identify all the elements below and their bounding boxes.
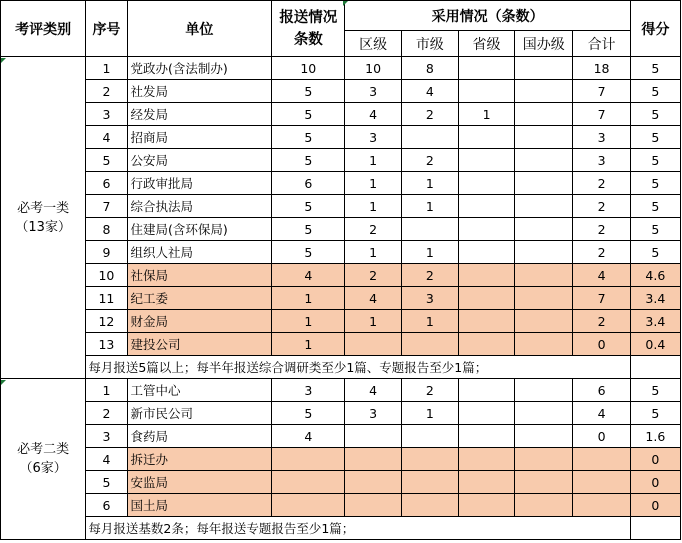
province-cell [458,310,514,333]
seq-cell: 10 [86,264,127,287]
score-cell: 0 [630,494,680,517]
unit-cell: 行政审批局 [127,172,272,195]
table-row [1,264,681,287]
empty-score-cell [630,517,680,540]
table-row [1,149,681,172]
district-cell [345,471,401,494]
state-cell [515,402,573,425]
province-cell [458,195,514,218]
state-cell [515,264,573,287]
province-cell [458,494,514,517]
seq-cell: 4 [86,126,127,149]
state-cell [515,471,573,494]
score-cell: 5 [630,57,680,80]
seq-cell: 3 [86,425,127,448]
district-cell: 1 [345,172,401,195]
province-cell [458,57,514,80]
province-cell [458,471,514,494]
score-cell: 5 [630,172,680,195]
reported-cell: 1 [272,310,345,333]
unit-cell: 党政办(含法制办) [127,57,272,80]
total-cell: 0 [573,333,630,356]
city-cell: 1 [401,402,458,425]
seq-cell: 1 [86,379,127,402]
table-row [1,57,681,80]
seq-cell: 6 [86,494,127,517]
seq-cell: 12 [86,310,127,333]
reported-cell: 4 [272,264,345,287]
header-adopted: 采用情况（条数） [345,1,630,31]
state-cell [515,80,573,103]
reported-cell: 3 [272,379,345,402]
city-cell: 2 [401,103,458,126]
city-cell: 8 [401,57,458,80]
total-cell: 7 [573,80,630,103]
seq-cell: 7 [86,195,127,218]
province-cell [458,241,514,264]
reported-cell: 6 [272,172,345,195]
city-cell: 3 [401,287,458,310]
city-cell: 2 [401,149,458,172]
reported-cell: 1 [272,287,345,310]
seq-cell: 11 [86,287,127,310]
city-cell: 1 [401,241,458,264]
empty-score-cell [630,356,680,379]
unit-cell: 组织人社局 [127,241,272,264]
header-reported: 报送情况条数 [272,1,345,57]
city-cell: 1 [401,310,458,333]
category-cell [1,379,86,540]
unit-cell: 安监局 [127,471,272,494]
total-cell: 7 [573,287,630,310]
cell-marker-icon [1,380,6,385]
province-cell [458,172,514,195]
province-cell [458,333,514,356]
total-cell: 6 [573,379,630,402]
district-cell: 2 [345,218,401,241]
table-row [1,287,681,310]
total-cell: 2 [573,172,630,195]
district-cell: 3 [345,80,401,103]
table-row [1,195,681,218]
reported-cell: 5 [272,80,345,103]
district-cell: 3 [345,126,401,149]
district-cell: 4 [345,103,401,126]
table-row [1,218,681,241]
requirement-note: 每月报送5篇以上；每半年报送综合调研类至少1篇、专题报告至少1篇； [86,356,630,379]
total-cell: 4 [573,264,630,287]
reported-cell [272,448,345,471]
district-cell: 1 [345,149,401,172]
province-cell [458,287,514,310]
reported-cell: 1 [272,333,345,356]
reported-cell: 4 [272,425,345,448]
category-cell [1,57,86,379]
district-cell [345,494,401,517]
score-cell: 3.4 [630,287,680,310]
seq-cell: 2 [86,402,127,425]
score-cell: 0.4 [630,333,680,356]
province-cell [458,379,514,402]
total-cell: 7 [573,103,630,126]
unit-cell: 拆迁办 [127,448,272,471]
score-cell: 5 [630,195,680,218]
state-cell [515,448,573,471]
requirement-note: 每月报送基数2条；每年报送专题报告至少1篇； [86,517,630,540]
district-cell: 4 [345,379,401,402]
total-cell: 0 [573,425,630,448]
header-total: 合计 [573,31,630,57]
score-cell: 5 [630,126,680,149]
province-cell [458,218,514,241]
header-unit: 单位 [127,1,272,57]
cell-marker-icon [343,1,348,6]
header-category: 考评类别 [1,1,86,57]
unit-cell: 社发局 [127,80,272,103]
city-cell: 2 [401,379,458,402]
city-cell [401,126,458,149]
province-cell: 1 [458,103,514,126]
total-cell: 2 [573,241,630,264]
seq-cell: 2 [86,80,127,103]
score-cell: 5 [630,103,680,126]
category-count: （6家） [19,461,67,476]
district-cell [345,333,401,356]
district-cell: 4 [345,287,401,310]
header-district: 区级 [345,31,401,57]
note-row [1,356,681,379]
state-cell [515,172,573,195]
total-cell: 2 [573,218,630,241]
table-row [1,379,681,402]
district-cell: 3 [345,402,401,425]
unit-cell: 综合执法局 [127,195,272,218]
table-row [1,448,681,471]
seq-cell: 9 [86,241,127,264]
city-cell [401,471,458,494]
district-cell [345,425,401,448]
table-row [1,172,681,195]
total-cell: 2 [573,310,630,333]
header-province: 省级 [458,31,514,57]
reported-cell: 5 [272,149,345,172]
state-cell [515,379,573,402]
total-cell: 18 [573,57,630,80]
city-cell: 1 [401,195,458,218]
reported-cell: 5 [272,402,345,425]
table-row [1,241,681,264]
unit-cell: 财金局 [127,310,272,333]
seq-cell: 13 [86,333,127,356]
seq-cell: 5 [86,471,127,494]
reported-cell: 5 [272,195,345,218]
state-cell [515,195,573,218]
seq-cell: 5 [86,149,127,172]
unit-cell: 纪工委 [127,287,272,310]
reported-cell: 5 [272,103,345,126]
province-cell [458,126,514,149]
province-cell [458,264,514,287]
district-cell: 1 [345,195,401,218]
seq-cell: 8 [86,218,127,241]
header-row [1,1,681,31]
total-cell [573,448,630,471]
table-row [1,310,681,333]
state-cell [515,149,573,172]
category-count: （13家） [15,219,71,235]
score-cell: 0 [630,471,680,494]
district-cell: 1 [345,241,401,264]
state-cell [515,425,573,448]
score-cell: 5 [630,241,680,264]
city-cell: 4 [401,80,458,103]
category-name: 必考一类 [17,200,70,216]
score-cell: 5 [630,80,680,103]
state-cell [515,494,573,517]
unit-cell: 工管中心 [127,379,272,402]
seq-cell: 1 [86,57,127,80]
unit-cell: 公安局 [127,149,272,172]
unit-cell: 社保局 [127,264,272,287]
table-row [1,494,681,517]
district-cell: 10 [345,57,401,80]
table-row [1,471,681,494]
unit-cell: 招商局 [127,126,272,149]
province-cell [458,80,514,103]
table-row [1,425,681,448]
unit-cell: 住建局(含环保局) [127,218,272,241]
district-cell: 1 [345,310,401,333]
table-row [1,402,681,425]
score-cell: 0 [630,448,680,471]
header-city: 市级 [401,31,458,57]
table-body [1,57,681,540]
province-cell [458,425,514,448]
city-cell [401,333,458,356]
state-cell [515,218,573,241]
score-cell: 3.4 [630,310,680,333]
table-row [1,103,681,126]
state-cell [515,241,573,264]
score-cell: 4.6 [630,264,680,287]
total-cell [573,471,630,494]
state-cell [515,287,573,310]
total-cell: 3 [573,126,630,149]
cell-marker-icon [1,58,6,63]
reported-cell [272,494,345,517]
state-cell [515,103,573,126]
unit-cell: 新市民公司 [127,402,272,425]
city-cell [401,494,458,517]
city-cell: 2 [401,264,458,287]
total-cell: 2 [573,195,630,218]
seq-cell: 4 [86,448,127,471]
reported-cell: 5 [272,218,345,241]
district-cell: 2 [345,264,401,287]
score-cell: 5 [630,379,680,402]
reported-cell: 10 [272,57,345,80]
state-cell [515,57,573,80]
province-cell [458,149,514,172]
score-cell: 1.6 [630,425,680,448]
city-cell [401,448,458,471]
reported-cell: 5 [272,126,345,149]
city-cell [401,218,458,241]
seq-cell: 6 [86,172,127,195]
state-cell [515,310,573,333]
table-row [1,333,681,356]
header-score: 得分 [630,1,680,57]
total-cell [573,494,630,517]
state-cell [515,126,573,149]
unit-cell: 经发局 [127,103,272,126]
district-cell [345,448,401,471]
header-seq: 序号 [86,1,127,57]
note-row [1,517,681,540]
score-cell: 5 [630,402,680,425]
score-cell: 5 [630,149,680,172]
table-row [1,80,681,103]
header-state: 国办级 [515,31,573,57]
state-cell [515,333,573,356]
unit-cell: 食药局 [127,425,272,448]
reported-cell [272,471,345,494]
category-name: 必考二类 [17,442,70,457]
province-cell [458,448,514,471]
table-row [1,126,681,149]
score-cell: 5 [630,218,680,241]
unit-cell: 国土局 [127,494,272,517]
total-cell: 4 [573,402,630,425]
city-cell: 1 [401,172,458,195]
unit-cell: 建投公司 [127,333,272,356]
seq-cell: 3 [86,103,127,126]
province-cell [458,402,514,425]
city-cell [401,425,458,448]
reported-cell: 5 [272,241,345,264]
total-cell: 3 [573,149,630,172]
